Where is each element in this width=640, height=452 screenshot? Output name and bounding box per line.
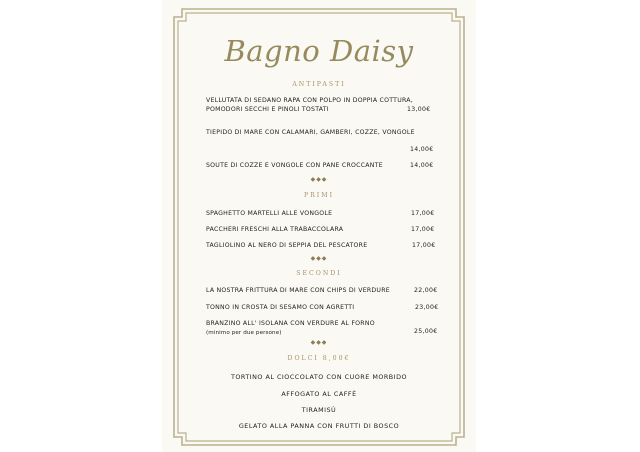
menu-item-price: 17,00€: [411, 210, 435, 217]
menu-item-name: SPAGHETTO MARTELLI ALLE VONGOLE: [206, 210, 333, 217]
restaurant-name: Bagno Daisy: [224, 34, 414, 68]
menu-item-price: 14,00€: [410, 162, 434, 169]
menu-item-name: TIEPIDO DI MARE CON CALAMARI, GAMBERI, COZZE, VONGOLE: [206, 129, 415, 136]
section-divider: ◆◆◆: [310, 255, 328, 262]
menu-item-name: LA NOSTRA FRITTURA DI MARE CON CHIPS DI VERDURE: [206, 287, 390, 294]
menu-item-price: 23,00€: [415, 304, 439, 311]
section-heading-secondi: SECONDI: [296, 270, 342, 277]
dessert-item: AFFOGATO AL CAFFÈ: [281, 390, 357, 398]
dessert-item: GELATO ALLA PANNA CON FRUTTI DI BOSCO: [238, 422, 400, 430]
menu-card: [162, 0, 476, 452]
menu-item-price: 22,00€: [414, 287, 438, 294]
menu-item-name: TAGLIOLINO AL NERO DI SEPPIA DEL PESCATORE: [206, 242, 368, 249]
section-divider: ◆◆◆: [310, 176, 328, 183]
section-heading-primi: PRIMI: [303, 192, 335, 199]
menu-item-name: SOUTE DI COZZE E VONGOLE CON PANE CROCCANTE: [206, 162, 383, 169]
menu-item-price: 14,00€: [410, 146, 434, 153]
dessert-item: TIRAMISÙ: [301, 406, 337, 414]
section-heading-dolci: DOLCI 8,00€: [287, 355, 351, 362]
menu-item-price: 13,00€: [407, 106, 431, 113]
menu-item-name-line: POMODORI SECCHI E PINOLI TOSTATI: [206, 105, 329, 113]
menu-item-note: (minimo per due persone): [206, 329, 282, 336]
section-divider: ◆◆◆: [310, 339, 328, 346]
dessert-item: TORTINO AL CIOCCOLATO CON CUORE MORBIDO: [230, 373, 408, 381]
menu-item-price: 17,00€: [412, 242, 436, 249]
menu-item-name: PACCHERI FRESCHI ALLA TRABACCOLARA: [206, 226, 344, 233]
menu-item-name: BRANZINO ALL' ISOLANA CON VERDURE AL FORNO: [206, 320, 375, 327]
section-heading-antipasti: ANTIPASTI: [292, 81, 346, 88]
menu-item: [206, 320, 375, 337]
menu-item-price: 17,00€: [411, 226, 435, 233]
menu-item-name: TONNO IN CROSTA DI SESAMO CON AGRETTI: [206, 304, 355, 311]
menu-item-price: 25,00€: [414, 328, 438, 335]
menu-item-name-line: VELLUTATA DI SEDANO RAPA CON POLPO IN DOPPIA COTTURA,: [206, 97, 413, 104]
menu-item: [206, 97, 413, 114]
